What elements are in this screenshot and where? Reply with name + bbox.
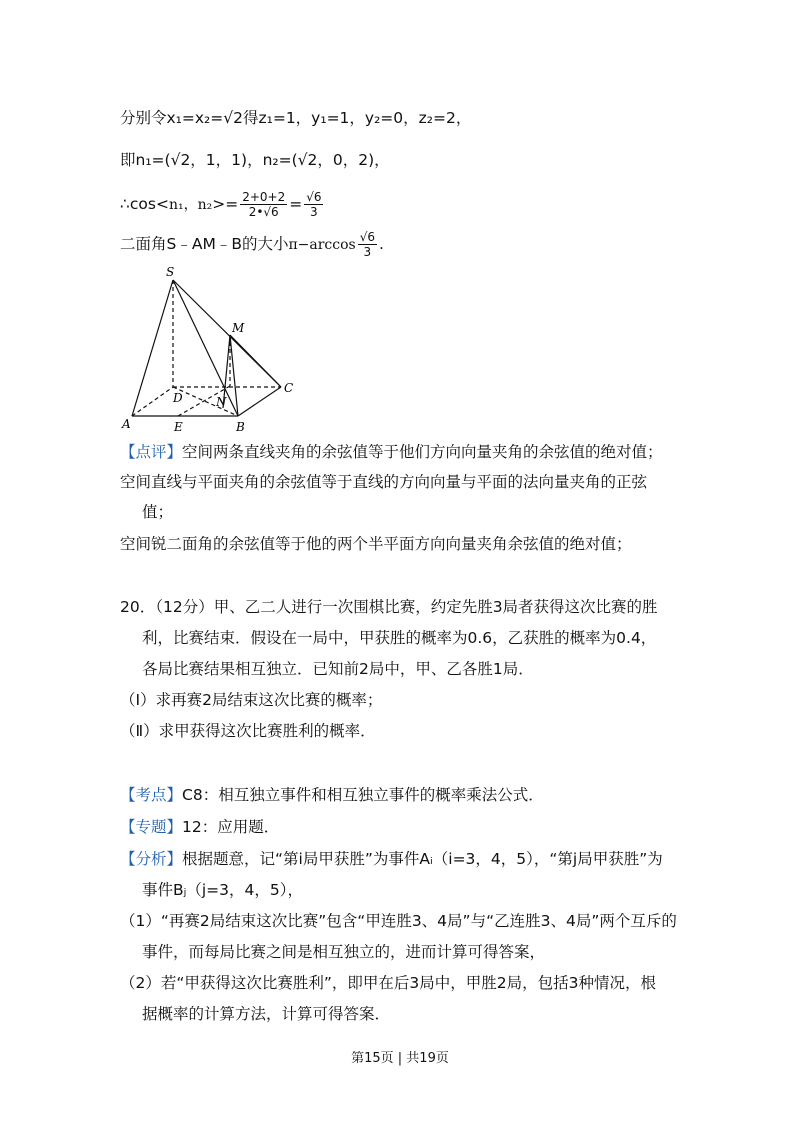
period: .: [379, 235, 384, 253]
comment-text-1: 空间两条直线夹角的余弦值等于他们方向向量夹角的余弦值的绝对值；: [182, 443, 663, 461]
fenxi-line-1: [120, 849, 663, 869]
math-line-3: [120, 190, 325, 219]
problem-line-2: 利，比赛结束．假设在一局中，甲获胜的概率为0.6，乙获胜的概率为0.4，: [142, 629, 657, 647]
kaodian-tag: 【考点】: [120, 786, 183, 804]
part-1-line-a: （1）“再赛2局结束这次比赛”包含“甲连胜3、4局”与“乙连胜3、4局”两个互斥的: [120, 912, 677, 930]
problem-line-3: 各局比赛结果相互独立．已知前2局中，甲、乙各胜1局．: [142, 660, 534, 678]
kaodian-line: [120, 785, 544, 805]
problem-line-1: 20．（12分）甲、乙二人进行一次围棋比赛，约定先胜3局者获得这次比赛的胜: [120, 598, 658, 616]
page-footer: 第15页 | 共19页: [351, 1051, 449, 1066]
fenxi-tag: 【分析】: [120, 850, 183, 868]
label-B: B: [236, 420, 245, 434]
comment-line-2: 空间直线与平面夹角的余弦值等于直线的方向向量与平面的法向量夹角的正弦: [120, 473, 648, 491]
question-1: （Ⅰ）求再赛2局结束这次比赛的概率；: [120, 691, 383, 709]
label-C: C: [284, 381, 294, 395]
equals-sign: =: [289, 195, 303, 213]
label-A: A: [122, 417, 131, 431]
vector-pair: n₁，n₂: [168, 197, 213, 213]
label-N: N: [216, 395, 227, 409]
label-M: M: [232, 321, 245, 335]
math-line-4: [120, 230, 384, 259]
cos-prefix: ∴cos<: [120, 195, 169, 213]
fraction-3-numerator: √6: [359, 230, 375, 244]
fraction-2-numerator: √6: [306, 190, 322, 204]
pyramid-figure: [118, 262, 308, 442]
fraction-2: [304, 190, 323, 219]
zhuanti-line: [120, 817, 279, 837]
dihedral-text: 二面角S﹣AM﹣B的大小: [120, 235, 289, 253]
math-line-1: 分别令x₁=x₂=√2得z₁=1，y₁=1，y₂=0，z₂=2，: [120, 109, 472, 127]
fraction-1-numerator: 2+0+2: [242, 190, 286, 204]
fraction-1: [240, 190, 287, 219]
label-S: S: [166, 265, 175, 279]
question-2: （Ⅱ）求甲获得这次比赛胜利的概率．: [120, 722, 376, 740]
part-2-line-a: （2）若“甲获得这次比赛胜利”，即甲在后3局中，甲胜2局，包括3种情况，根: [120, 974, 657, 992]
cos-close: >=: [212, 195, 239, 213]
arccos-expr: π−arccos: [288, 237, 356, 253]
kaodian-text: C8：相互独立事件和相互独立事件的概率乘法公式．: [182, 786, 544, 804]
part-1-line-b: 事件，而每局比赛之间是相互独立的，进而计算可得答案，: [142, 943, 546, 961]
math-line-2: 即n₁=(√2，1，1)，n₂=(√2，0，2)，: [120, 151, 390, 169]
fenxi-text-1: 根据题意，记“第i局甲获胜”为事件Aᵢ（i=3，4，5），“第j局甲获胜”为: [182, 850, 663, 868]
fraction-3-denominator: 3: [363, 245, 372, 259]
fraction-1-denominator: 2•√6: [248, 205, 279, 219]
fenxi-line-2: 事件Bⱼ（j=3，4，5），: [142, 881, 303, 899]
zhuanti-text: 12：应用题．: [182, 818, 280, 836]
part-2-line-b: 据概率的计算方法，计算可得答案．: [142, 1005, 391, 1023]
label-E: E: [174, 420, 183, 434]
comment-line-1: [120, 442, 663, 462]
label-D: D: [173, 391, 183, 405]
comment-line-3: 空间锐二面角的余弦值等于他的两个半平面方向向量夹角余弦值的绝对值；: [120, 535, 632, 553]
fraction-2-denominator: 3: [310, 205, 318, 219]
comment-tag: 【点评】: [120, 443, 183, 461]
zhuanti-tag: 【专题】: [120, 818, 183, 836]
fraction-3: [358, 230, 377, 259]
comment-line-2b: 值；: [142, 503, 174, 521]
